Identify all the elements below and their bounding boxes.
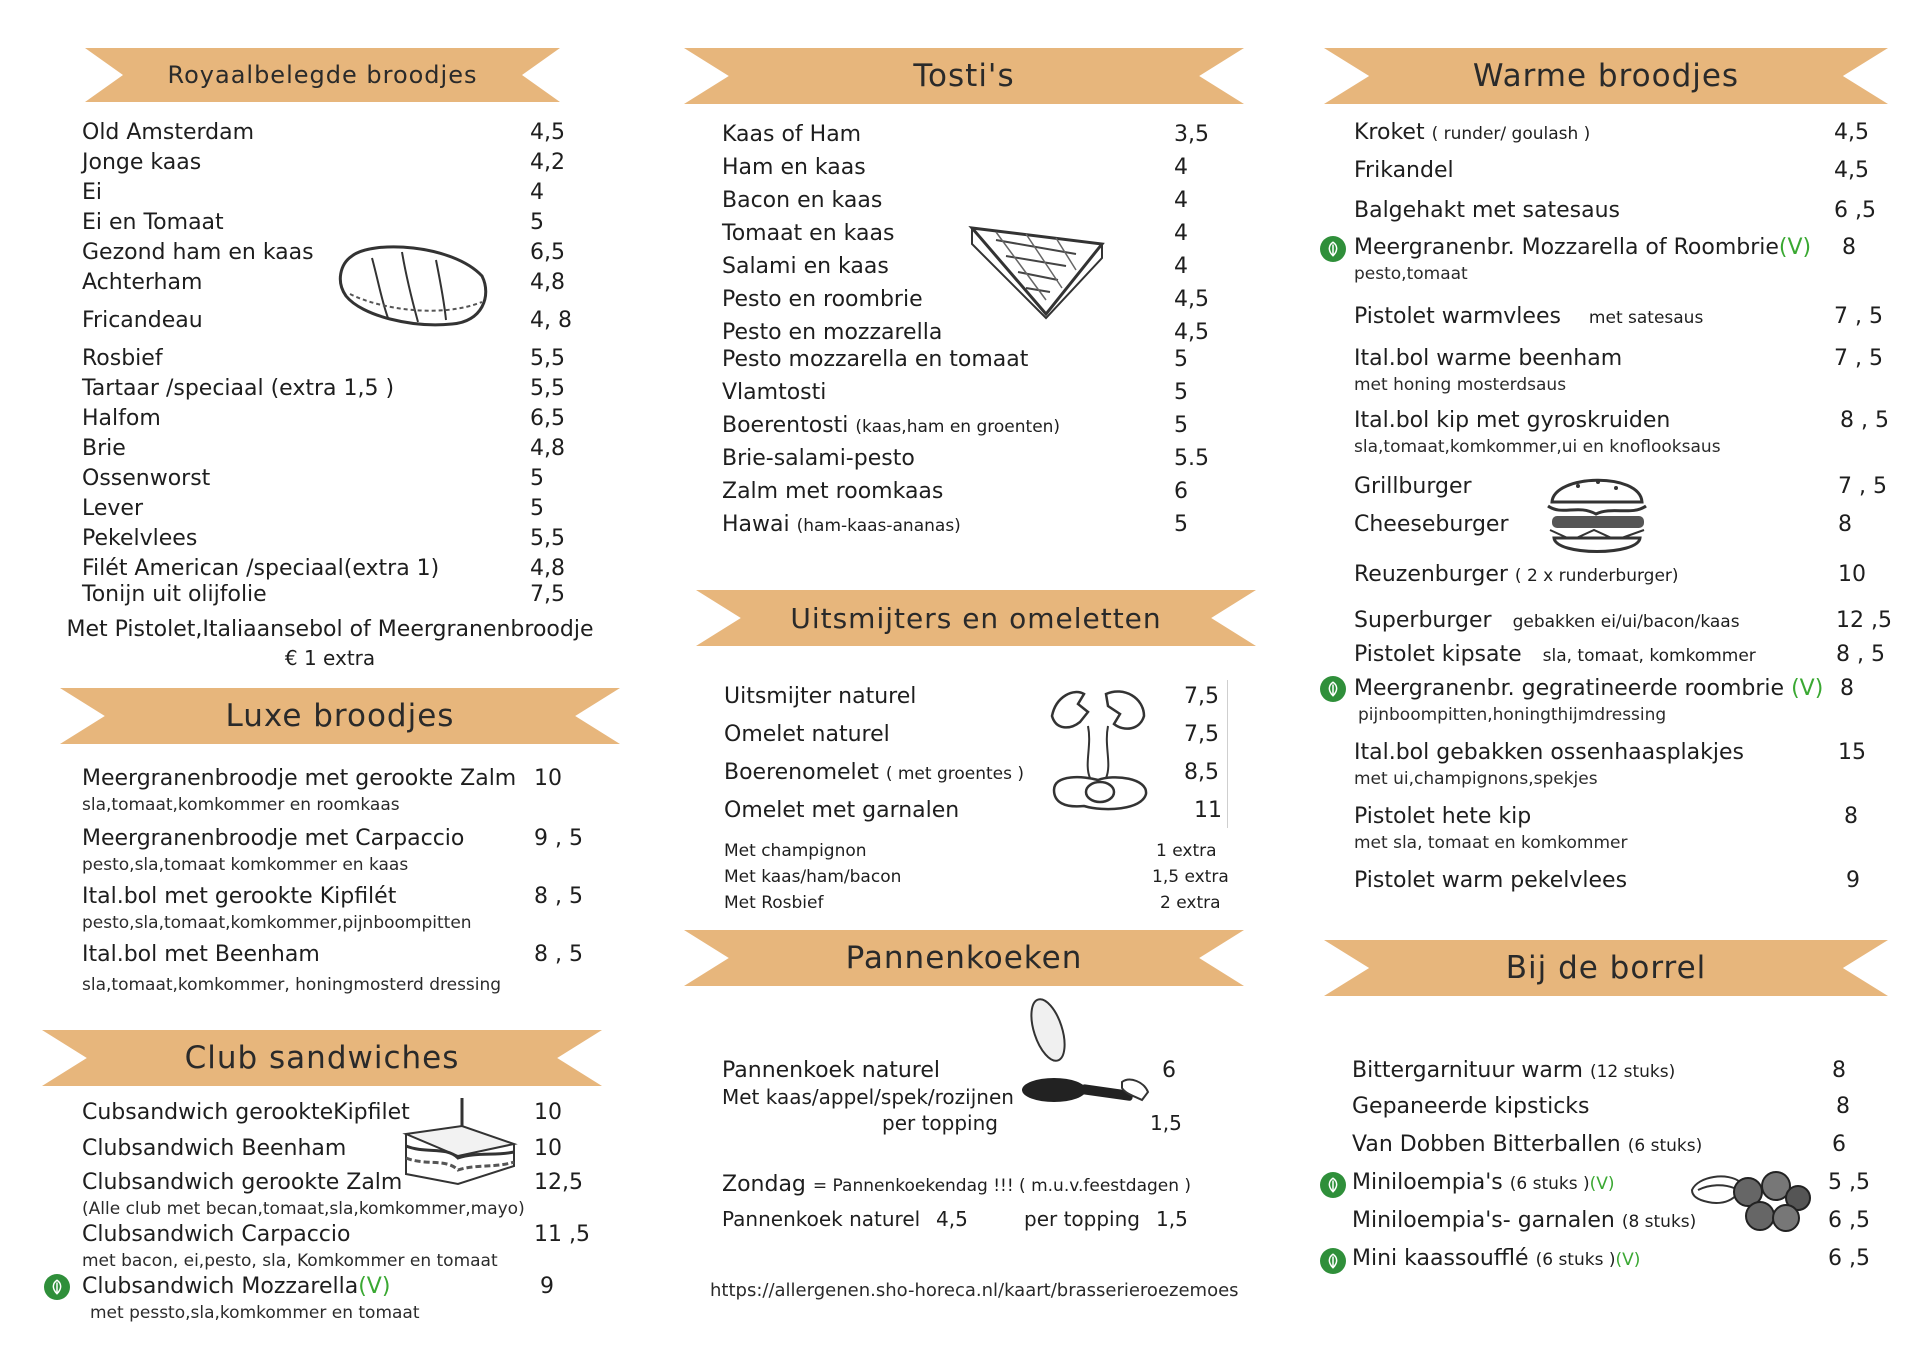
borrel-title: Bij de borrel <box>1505 950 1707 986</box>
luxe-banner <box>60 688 620 744</box>
column-right: Warme broodjes Kroket ( runder/ goulash ) 4,5 Frikandel 4,5 Balgehakt met satesaus 6 ,5 Meergranenbr. Mozzarella of Roombrie(V) 8 pesto,tomaat Pistolet warmvlees met satesaus 7 , 5 Ital.bol warme beenham 7 , 5 met honing mosterdsaus Ital.bol kip met gyroskruiden 8 , 5 sla,tomaat,komkommer,ui en knoflooksaus Grillburger 7 , 5 Cheeseburger 8 Reuzenburger ( 2 x runderburger) 10 Superburger gebakken ei/ui/bacon/kaas 12 ,5 Pistolet kipsate sla, tomaat, komkommer 8 , 5 Meergranenbr. gegratineerde roombrie (V) 8 pijnboompitten,honingthijmdressing Ital.bol gebakken ossenhaasplakjes 15 met ui,champignons,spekjes Pistolet hete kip 8 met sla, tomaat en komkommer Pistolet warm pekelvlees 9 Bij de borrel Bittergarnituur warm (12 stuks) 8 Gepaneerde kipsticks 8 Van Dobben Bitterballen (6 stuks) 6 Miniloempia's (6 stuks )(V) 5 ,5 Miniloempia's- garnalen (8 stuks) 6 ,5 Mini kaassoufflé (6 stuks )(V) 6 ,5 <box>1280 0 1920 1358</box>
pannenkoeken-banner <box>684 930 1244 986</box>
column-divider <box>1227 680 1228 828</box>
warm-title: Warme broodjes <box>1472 58 1740 94</box>
club-sandwich-illustration <box>396 1096 520 1186</box>
uitsmijters-title: Uitsmijters en omeletten <box>790 601 1162 635</box>
tosti-title: Tosti's <box>913 58 1015 94</box>
luxe-title: Luxe broodjes <box>225 698 455 734</box>
tosti-banner <box>684 48 1244 104</box>
column-middle: Tosti's Kaas of Ham 3,5 Ham en kaas 4 Bacon en kaas 4 Tomaat en kaas 4 Salami en kaas 4 Pesto en roombrie 4,5 Pesto en mozzarella 4,5 Pesto mozzarella en tomaat 5 Vlamtosti 5 Boerentosti (kaas,ham en groenten) 5 Brie-salami-pesto 5.5 Zalm met roomkaas 6 Hawai (ham-kaas-ananas) 5 Uitsmijters en omeletten Uitsmijter naturel 7,5 Omelet naturel 7,5 Boerenomelet ( met groentes ) 8,5 Omelet met garnalen 11 Met champignon 1 extra Met kaas/ham/bacon 1,5 extra Met Rosbief 2 extra Pannenkoeken Pannenkoek naturel 6 Met kaas/appel/spek/rozijnen per topping 1,5 Zondag = Pannenkoekendag !!! ( m.u.v.feestdagen ) Pannenkoek naturel 4,5 per topping 1,5 https://allergenen.sho-horeca.nl/kaart/brasserieroezemoes <box>640 0 1280 1358</box>
vegetarian-leaf-icon <box>44 1274 70 1300</box>
loempia-bitterballen-illustration <box>1688 1162 1812 1234</box>
uitsmijters-banner <box>696 590 1256 646</box>
vegetarian-leaf-icon <box>1320 1172 1346 1198</box>
sandwich-illustration <box>332 236 492 332</box>
borrel-banner <box>1324 940 1888 996</box>
burger-illustration <box>1542 466 1652 560</box>
pancake-pan-illustration <box>1010 996 1160 1116</box>
club-banner <box>42 1030 602 1086</box>
vegetarian-leaf-icon <box>1320 236 1346 262</box>
royaal-footer: Met Pistolet,Italiaansebol of Meergranenbroodje € 1 extra <box>66 617 594 670</box>
vegetarian-leaf-icon <box>1320 676 1346 702</box>
allergen-link[interactable]: https://allergenen.sho-horeca.nl/kaart/brasserieroezemoes <box>710 1280 1239 1301</box>
column-left: Royaalbelegde broodjes Old Amsterdam 4,5 Jonge kaas 4,2 Ei 4 Ei en Tomaat 5 Gezond ham en kaas 6,5 Achterham 4,8 Fricandeau 4, 8 Rosbief 5,5 Tartaar /speciaal (extra 1,5 ) 5,5 Halfom 6,5 Brie 4,8 Ossenworst 5 Lever 5 Pekelvlees 5,5 Filét American /speciaal(extra 1) 4,8 Tonijn uit olijfolie 7,5 Met Pistolet,Italiaansebol of Meergranenbroodje € 1 extra Luxe broodjes Meergranenbroodje met gerookte Zalm 10 sla,tomaat,komkommer en roomkaas Meergranenbroodje met Carpaccio 9 , 5 pesto,sla,tomaat komkommer en kaas Ital.bol met gerookte Kipfilét 8 , 5 pesto,sla,tomaat,komkommer,pijnboompitten Ital.bol met Beenham 8 , 5 sla,tomaat,komkommer, honingmosterd dressing Club sandwiches Cubsandwich gerookteKipfilet 10 Clubsandwich Beenham 10 Clubsandwich gerookte Zalm 12,5 (Alle club met becan,tomaat,sla,komkommer,mayo) Clubsandwich Carpaccio 11 ,5 met bacon, ei,pesto, sla, Komkommer en tomaat Clubsandwich Mozzarella(V) 9 met pessto,sla,komkommer en tomaat <box>0 0 640 1358</box>
club-title: Club sandwiches <box>184 1040 460 1076</box>
royaal-banner <box>85 48 560 102</box>
warm-banner <box>1324 48 1888 104</box>
pannenkoeken-title: Pannenkoeken <box>845 940 1083 976</box>
royaal-title: Royaalbelegde broodjes <box>167 61 478 89</box>
vegetarian-leaf-icon <box>1320 1248 1346 1274</box>
egg-illustration <box>1044 686 1154 816</box>
tosti-illustration <box>966 210 1112 320</box>
